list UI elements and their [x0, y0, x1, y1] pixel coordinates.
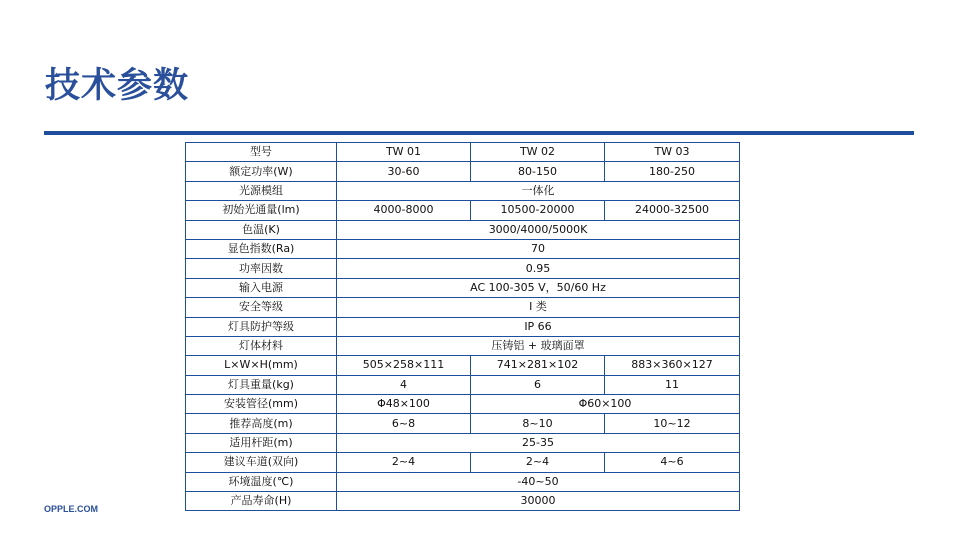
- table-row: [186, 239, 740, 258]
- table-cell: Φ48×100: [337, 395, 471, 414]
- table-cell: 30-60: [337, 162, 471, 181]
- table-cell: 3000/4000/5000K: [337, 220, 740, 239]
- table-row: [186, 201, 740, 220]
- table-row: [186, 492, 740, 511]
- table-row: [186, 375, 740, 394]
- table-cell: 6~8: [337, 414, 471, 433]
- table-cell: 压铸铝 + 玻璃面罩: [337, 336, 740, 355]
- row-label: 建议车道(双向): [186, 453, 337, 472]
- table-cell: IP 66: [337, 317, 740, 336]
- table-cell: 2~4: [337, 453, 471, 472]
- row-label: 推荐高度(m): [186, 414, 337, 433]
- table-cell: 0.95: [337, 259, 740, 278]
- table-row: [186, 143, 740, 162]
- page-title: 技术参数: [45, 66, 190, 106]
- row-label: 型号: [186, 143, 337, 162]
- row-label: 适用杆距(m): [186, 433, 337, 452]
- table-row: [186, 414, 740, 433]
- table-cell: 11: [605, 375, 740, 394]
- table-cell: -40~50: [337, 472, 740, 491]
- table-row: [186, 278, 740, 297]
- table-cell: 6: [471, 375, 605, 394]
- table-cell: 505×258×111: [337, 356, 471, 375]
- table-cell: TW 02: [471, 143, 605, 162]
- table-row: [186, 181, 740, 200]
- row-label: 灯具防护等级: [186, 317, 337, 336]
- table-row: [186, 395, 740, 414]
- table-cell: 25-35: [337, 433, 740, 452]
- table-cell: 70: [337, 239, 740, 258]
- row-label: 色温(K): [186, 220, 337, 239]
- table-row: [186, 259, 740, 278]
- footer-brand: OPPLE.COM: [44, 504, 99, 514]
- table-cell: 4: [337, 375, 471, 394]
- table-cell: AC 100-305 V，50/60 Hz: [337, 278, 740, 297]
- row-label: 安装管径(mm): [186, 395, 337, 414]
- row-label: 灯具重量(kg): [186, 375, 337, 394]
- table-row: [186, 220, 740, 239]
- table-cell: TW 01: [337, 143, 471, 162]
- table-row: [186, 356, 740, 375]
- table-cell: 10~12: [605, 414, 740, 433]
- row-label: L×W×H(mm): [186, 356, 337, 375]
- row-label: 环境温度(℃): [186, 472, 337, 491]
- table-cell: Φ60×100: [471, 395, 740, 414]
- table-row: [186, 336, 740, 355]
- table-cell: TW 03: [605, 143, 740, 162]
- table-cell: 4~6: [605, 453, 740, 472]
- row-label: 安全等级: [186, 298, 337, 317]
- spec-table-body: [186, 143, 740, 511]
- table-row: [186, 453, 740, 472]
- row-label: 额定功率(W): [186, 162, 337, 181]
- table-cell: 4000-8000: [337, 201, 471, 220]
- table-cell: 30000: [337, 492, 740, 511]
- spec-table: [185, 142, 740, 511]
- table-cell: 80-150: [471, 162, 605, 181]
- table-row: [186, 298, 740, 317]
- row-label: 显色指数(Ra): [186, 239, 337, 258]
- table-cell: 180-250: [605, 162, 740, 181]
- row-label: 产品寿命(H): [186, 492, 337, 511]
- table-row: [186, 162, 740, 181]
- table-cell: 741×281×102: [471, 356, 605, 375]
- table-cell: 883×360×127: [605, 356, 740, 375]
- row-label: 输入电源: [186, 278, 337, 297]
- table-cell: 10500-20000: [471, 201, 605, 220]
- table-cell: 24000-32500: [605, 201, 740, 220]
- table-cell: 8~10: [471, 414, 605, 433]
- table-row: [186, 317, 740, 336]
- row-label: 初始光通量(lm): [186, 201, 337, 220]
- title-divider: [44, 131, 914, 135]
- table-row: [186, 433, 740, 452]
- row-label: 光源模组: [186, 181, 337, 200]
- table-cell: I 类: [337, 298, 740, 317]
- table-cell: 一体化: [337, 181, 740, 200]
- row-label: 灯体材料: [186, 336, 337, 355]
- table-row: [186, 472, 740, 491]
- row-label: 功率因数: [186, 259, 337, 278]
- table-cell: 2~4: [471, 453, 605, 472]
